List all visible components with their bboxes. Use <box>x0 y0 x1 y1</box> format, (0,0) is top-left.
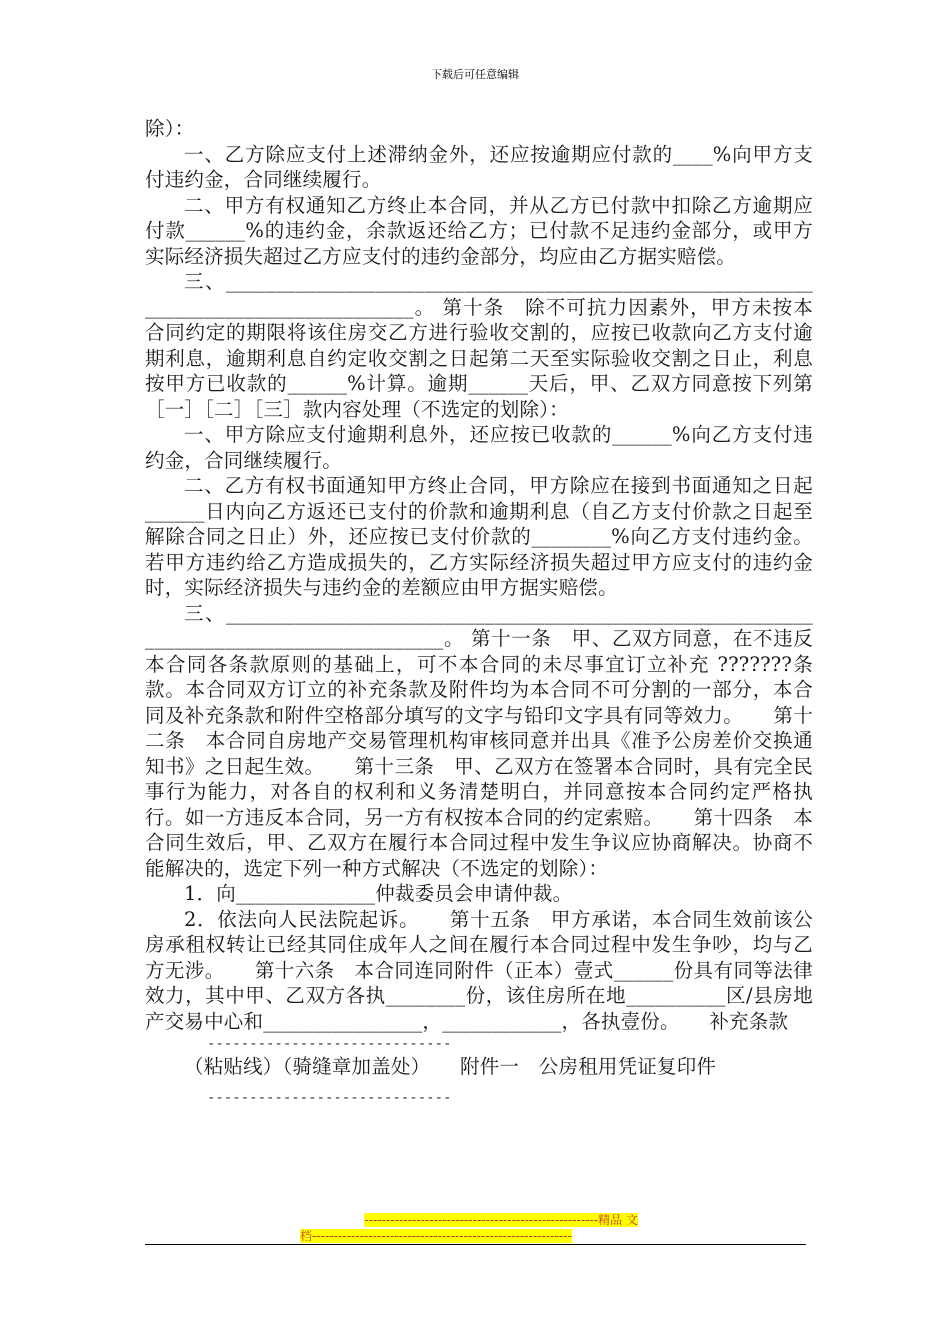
contract-body <box>145 116 813 1108</box>
paragraph: 二、乙方有权书面通知甲方终止合同，甲方除应在接到书面通知之日起______日内向乙方返还已支付的价款和逾期利息（自乙方支付价款之日起至解除合同之日止）外，还应按已支付价款的________%向乙方支付违约金。若甲方违约给乙方造成损失的，乙方实际经济损失超过甲方应支付的违约金时，实际经济损失与违约金的差额应由甲方据实赔偿。 <box>145 474 813 599</box>
dash-separator: ----------------------------- <box>207 1036 452 1052</box>
paragraph: 1．向______________仲裁委员会申请仲裁。 <box>184 882 573 905</box>
paragraph: 2．依法向人民法院起诉。 第十五条 甲方承诺，本合同生效前该公房承租权转让已经其同住成年人之间在履行本合同过程中发生争吵，均与乙方无涉。 第十六条 本合同连同附件（正本）壹式______份具有同等法律效力，其中甲、乙双方各执________份，该住房所在地__________区/县房地产交易中心和________________，____________，各执壹份。 补充条款 <box>145 907 813 1033</box>
footer-line-1: ------------------------------------------------------精品 文 <box>364 1213 638 1227</box>
footer-banner <box>300 1212 650 1244</box>
paragraph: 三、______________________________________________________________________________________。 第十条 除不可抗力因素外，甲方未按本合同约定的期限将该住房交乙方进行验收交割的，应按已收款向乙方支付逾期利息，逾期利息自约定收交割之日起第二天至实际验收交割之日止，利息按甲方已收款的______%计算。逾期______天后，甲、乙双方同意按下列第［一］［二］［三］款内容处理（不选定的划除）： <box>145 270 813 421</box>
paragraph: 二、甲方有权通知乙方终止本合同，并从乙方已付款中扣除乙方逾期应付款______%的违约金，余款返还给乙方；已付款不足违约金部分，或甲方实际经济损失超过乙方应支付的违约金部分，均应由乙方据实赔偿。 <box>145 193 813 268</box>
page-header: 下载后可任意编辑 <box>431 68 519 81</box>
footer-line-2: 档------------------------------------------------------------ <box>300 1229 572 1243</box>
paragraph: 三、_________________________________________________________________________________________。 第十一条 甲、乙双方同意，在不违反本合同各条款原则的基础上，可不本合同的未尽事宜订立补充 ???????条款。本合同双方订立的补充条款及附件均为本合同不可分割的一部分，本合同及补充条款和附件空格部分填写的文字与铅印文字具有同等效力。 第十二条 本合同自房地产交易管理机构审核同意并出具《准予公房差价交换通知书》之日起生效。 第十三条 甲、乙双方在签署本合同时，具有完全民事行为能力，对各自的权利和义务清楚明白，并同意按本合同约定严格执行。如一方违反本合同，另一方有权按本合同的约定索赔。 第十四条 本合同生效后，甲、乙双方在履行本合同过程中发生争议应协商解决。协商不能解决的，选定下列一种方式解决（不选定的划除）： <box>145 601 813 880</box>
attachment-note: （粘贴线）（骑缝章加盖处） 附件一 公房租用凭证复印件 <box>184 1055 717 1078</box>
bottom-rule <box>145 1244 806 1245</box>
paragraph: 一、甲方除应支付逾期利息外，还应按已收款的______%向乙方支付违约金，合同继续履行。 <box>145 423 813 472</box>
dash-separator: ----------------------------- <box>207 1089 452 1106</box>
paragraph: 除）： <box>145 117 195 140</box>
paragraph: 一、乙方除应支付上述滞纳金外，还应按逾期应付款的____%向甲方支付违约金，合同继续履行。 <box>145 142 813 191</box>
